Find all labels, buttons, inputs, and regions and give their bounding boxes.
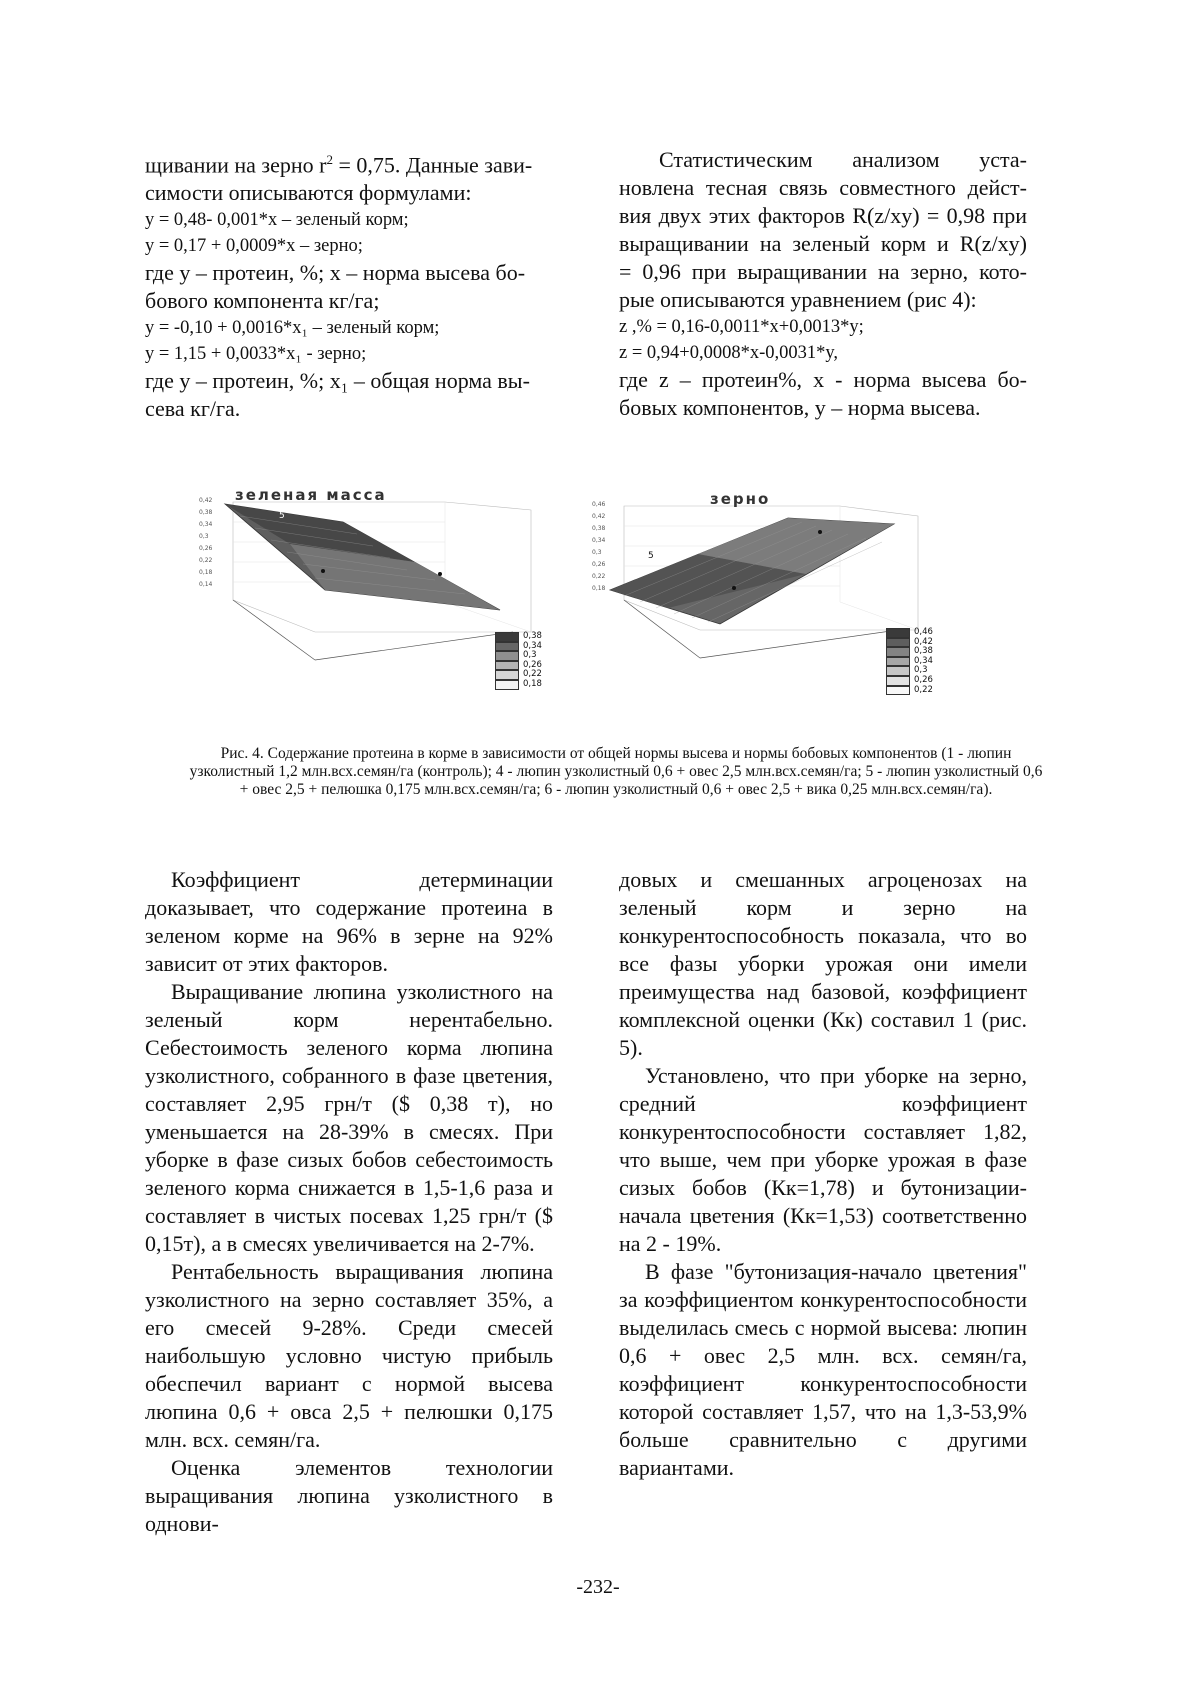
paragraph: Коэффициент детерминации доказывает, что содержание протеина в зеленом корме на 96% в зерне на 92% зависит от этих факторов. xyxy=(145,867,553,976)
figure-grain xyxy=(588,482,988,736)
paragraph-line: вия двух этих факторов R(z/xy) = 0,98 при xyxy=(619,203,1027,228)
paragraph: В фазе "бутонизация-начало цветения" за коэффициентом конкурентоспособности выделилась смесь с нормой высева: люпин 0,6 + овес 2,5 млн. всх. семян/га, коэффициент конкурентоспособности которой составляет 1,57, что на 1,3-53,9% больше сравнительно с другими вариантами. xyxy=(619,1259,1027,1480)
svg-text:0,22: 0,22 xyxy=(199,557,213,564)
paragraph: Оценка элементов технологии выращивания люпина узколистного в однови- xyxy=(145,1455,553,1536)
svg-text:0,26: 0,26 xyxy=(199,545,213,552)
svg-text:0,46: 0,46 xyxy=(592,501,606,508)
page-number: -232- xyxy=(576,1576,620,1598)
paragraph-line: рые описываются уравнением (рис 4): xyxy=(619,287,977,312)
paragraph-line: симости описываются формулами: xyxy=(145,180,472,206)
formula: y = 1,15 + 0,0033*x₁ - зерно; xyxy=(145,344,367,365)
figure-title-left: зеленая масса xyxy=(235,486,387,504)
formula: z ,% = 0,16-0,0011*x+0,0013*y; xyxy=(619,317,864,337)
svg-text:0,14: 0,14 xyxy=(199,581,213,588)
paragraph: довых и смешанных агроценозах на зеленый корм и зерно на конкурентоспособность показала, что во все фазы уборки урожая они имели преимущества над базовой, коэффициент комплексной оценки (Кк) составил 1 (рис. 5). xyxy=(619,867,1027,1060)
figure-title-right: зерно xyxy=(710,490,771,508)
legend-left: 0,38 0,34 0,3 0,26 0,22 0,18 xyxy=(495,632,542,690)
svg-text:0,42: 0,42 xyxy=(199,497,213,504)
svg-text:0,34: 0,34 xyxy=(199,521,213,528)
paragraph-line: бовых компонентов, y – норма высева. xyxy=(619,395,981,420)
paragraph-line: новлена тесная связь совместного дейст- xyxy=(619,175,1027,200)
bottom-left-column xyxy=(145,866,553,1538)
surface-plot-right xyxy=(588,482,988,736)
paragraph-r2: щивании на зерно $r^2 = 0,75$. Данные зави- xyxy=(145,152,533,178)
bottom-right-column xyxy=(619,866,1027,1482)
top-left-column xyxy=(145,146,553,423)
svg-text:0,26: 0,26 xyxy=(592,561,606,568)
surface-plot-left xyxy=(195,482,595,736)
formula: y = 0,48- 0,001*x – зеленый корм; xyxy=(145,210,409,231)
figure-caption: Рис. 4. Содержание протеина в корме в зависимости от общей нормы высева и нормы бобовых компонентов (1 - люпин узколистный 1,2 млн.всх.семян/га (контроль); 4 - люпин узколистный 0,6 + овес 2,5 млн.всх.семян/га; 5 - люпин узколистный 0,6 + овес 2,5 + пелюшка 0,175 млн.всх.семян/га; 6 - люпин узколистный 0,6 + овес 2,5 + вика 0,25 млн.всх.семян/га). xyxy=(189,745,1043,798)
paragraph-line: сева кг/га. xyxy=(145,396,241,422)
svg-text:0,38: 0,38 xyxy=(592,525,606,532)
paragraph: Рентабельность выращивания люпина узколистного на зерно составляет 35%, а его смесей 9-28%. Среди смесей наибольшую условно чистую прибыль обеспечил вариант с нормой высева люпина 0,6 + овса 2,5 + пелюшки 0,175 млн. всх. семян/га. xyxy=(145,1259,553,1452)
paragraph-line: бового компонента кг/га; xyxy=(145,288,380,314)
paragraph: Установлено, что при уборке на зерно, средний коэффициент конкурентоспособности составляет 1,82, что выше, чем при уборке урожая в фазе сизых бобов (Кк=1,78) и бутонизации-начала цветения (Кк=1,53) соответственно на 2 - 19%. xyxy=(619,1063,1027,1256)
paragraph-line: Статистическим анализом уста- xyxy=(659,147,1027,172)
paragraph-line: где y – протеин, %; x – норма высева бо- xyxy=(145,260,526,286)
svg-text:0,18: 0,18 xyxy=(199,569,213,576)
svg-text:0,34: 0,34 xyxy=(592,537,606,544)
formula: z = 0,94+0,0008*x-0,0031*y, xyxy=(619,343,839,363)
legend-right: 0,46 0,42 0,38 0,34 0,3 0,26 0,22 xyxy=(886,628,933,695)
paragraph-line: выращивании на зеленый корм и R(z/xy) xyxy=(619,231,1027,256)
paragraph-line: где y – протеин, %; x₁ – общая норма вы- xyxy=(145,368,530,394)
formula: y = 0,17 + 0,0009*x – зерно; xyxy=(145,236,363,257)
paragraph-line: = 0,96 при выращивании на зерно, кото- xyxy=(619,259,1027,284)
svg-text:0,22: 0,22 xyxy=(592,573,606,580)
figure-green-mass xyxy=(195,482,595,736)
svg-text:0,3: 0,3 xyxy=(592,549,602,556)
svg-text:0,18: 0,18 xyxy=(592,585,606,592)
formula: y = -0,10 + 0,0016*x₁ – зеленый корм; xyxy=(145,318,440,339)
paragraph: Выращивание люпина узколистного на зеленый корм нерентабельно. Себестоимость зеленого корма люпина узколистного, собранного в фазе цветения, составляет 2,95 грн/т ($ 0,38 т), но уменьшается на 28-39% в смесях. При уборке в фазе сизых бобов себестоимость зеленого корма снижается в 1,5-1,6 раза и составляет в чистых посевах 1,25 грн/т ($ 0,15т), а в смесях увеличивается на 2-7%. xyxy=(145,979,553,1256)
top-right-column xyxy=(619,146,1027,422)
paragraph-line: где z – протеин%, x - норма высева бо- xyxy=(619,367,1027,392)
svg-text:0,42: 0,42 xyxy=(592,513,606,520)
svg-text:0,38: 0,38 xyxy=(199,509,213,516)
point-label: 5 xyxy=(648,551,654,561)
svg-text:0,3: 0,3 xyxy=(199,533,209,540)
point-label: 5 xyxy=(279,511,285,521)
